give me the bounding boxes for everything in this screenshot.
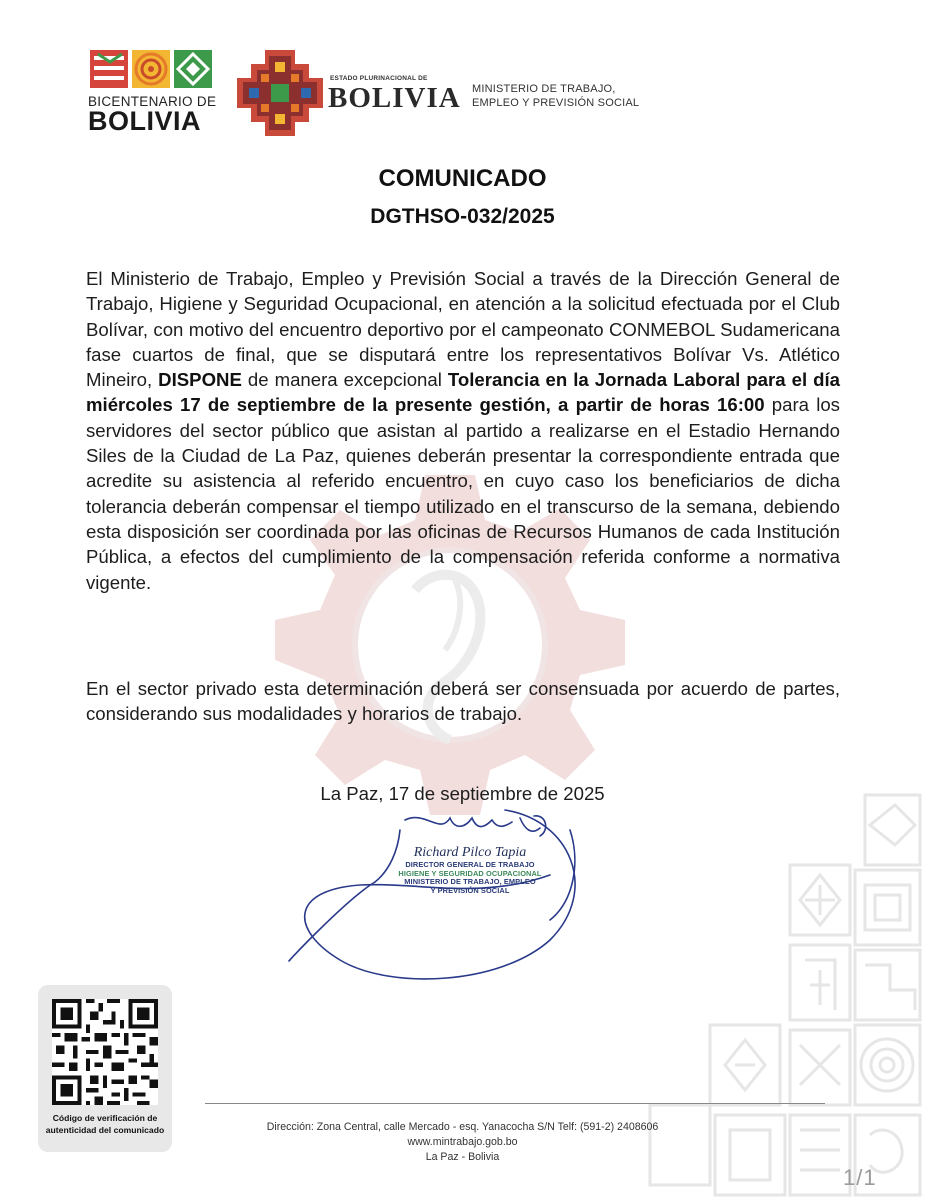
page-number: 1/1 bbox=[843, 1165, 877, 1190]
estado-subtitle: ESTADO PLURINACIONAL DE bbox=[330, 75, 428, 82]
signatory-name: Richard Pilco Tapia bbox=[413, 845, 527, 860]
bicentenario-emblem-icon bbox=[88, 48, 218, 92]
chakana-emblem-icon bbox=[235, 48, 325, 138]
p1-tolerancia: Tolerancia en la Jornada Laboral para el día miércoles 17 de septiembre de la presente gestión, a partir de horas 16:00 bbox=[86, 369, 841, 416]
stamp-line-3: MINISTERIO DE TRABAJO, EMPLEO bbox=[404, 877, 536, 886]
official-stamp bbox=[385, 845, 555, 915]
document-title: COMUNICADO bbox=[378, 165, 547, 192]
footer-address bbox=[205, 1120, 720, 1165]
document-code: DGTHSO-032/2025 bbox=[370, 205, 555, 228]
qr-caption bbox=[42, 1112, 168, 1136]
footer-address-line: Dirección: Zona Central, calle Mercado - esq. Yanacocha S/N Telf: (591-2) 2408606 bbox=[266, 1121, 659, 1133]
footer-city: La Paz - Bolivia bbox=[425, 1151, 500, 1163]
ministry-header bbox=[472, 82, 639, 110]
p1-intro: El Ministerio de Trabajo, Empleo y Previsión Social a través de la Dirección General de Trabajo, Higiene y Seguridad Ocupacional, en atención a la solicitud efectuada por el Club Bolívar, con motivo del encuentro deportivo por el campeonato CONMEBOL Sudamericana fase cuartos de final, que se disputará entre los representativos Bolívar Vs. Atlético Mineiro, bbox=[86, 268, 840, 391]
ministry-line-1: MINISTERIO DE TRABAJO, bbox=[472, 83, 616, 95]
footer-website[interactable]: www.mintrabajo.gob.bo bbox=[407, 1136, 518, 1148]
place-date: La Paz, 17 de septiembre de 2025 bbox=[320, 783, 605, 804]
stamp-line-4: Y PREVISIÓN SOCIAL bbox=[430, 885, 510, 895]
footer-divider bbox=[205, 1103, 825, 1104]
p1-excepcional: de manera excepcional bbox=[247, 369, 442, 391]
estado-title: BOLIVIA bbox=[328, 82, 461, 114]
qr-code-icon[interactable] bbox=[52, 999, 158, 1105]
stamp-line-1: DIRECTOR GENERAL DE TRABAJO bbox=[405, 860, 535, 869]
qr-caption-line-1: Código de verificación de bbox=[52, 1113, 158, 1123]
p1-details: para los servidores del sector público que asistan al partido a realizarse en el Estadio Hernando Siles de la Ciudad de La Paz, quienes deberán presentar la correspondiente entrada que acredite su asistencia al referido encuentro, en cuyo caso los beneficiarios de dicha tolerancia deberán compensar el tiempo utilizado en el transcurso de la semana, debiendo esta disposición ser coordinada por las oficinas de Recursos Humanos de cada Institución Pública, a efectos del cumplimiento de la compensación referida conforme a normativa vigente. bbox=[86, 394, 840, 593]
bicentenario-logo bbox=[88, 48, 218, 136]
p1-dispone: DISPONE bbox=[158, 369, 242, 391]
logo-subtitle: BICENTENARIO DE bbox=[88, 94, 217, 109]
verification-qr-box bbox=[38, 985, 172, 1152]
stamp-line-2: HIGIENE Y SEGURIDAD OCUPACIONAL bbox=[398, 868, 542, 878]
logo-title: BOLIVIA bbox=[88, 106, 202, 136]
qr-caption-line-2: autenticidad del comunicado bbox=[45, 1125, 165, 1135]
body-paragraph-2: En el sector privado esta determinación deberá ser consensuada por acuerdo de partes, considerando sus modalidades y horarios de trabajo. bbox=[86, 678, 840, 725]
estado-plurinacional-logo bbox=[235, 48, 461, 136]
ministry-line-2: EMPLEO Y PREVISIÓN SOCIAL bbox=[472, 97, 640, 109]
body-paragraph-1 bbox=[86, 266, 840, 595]
